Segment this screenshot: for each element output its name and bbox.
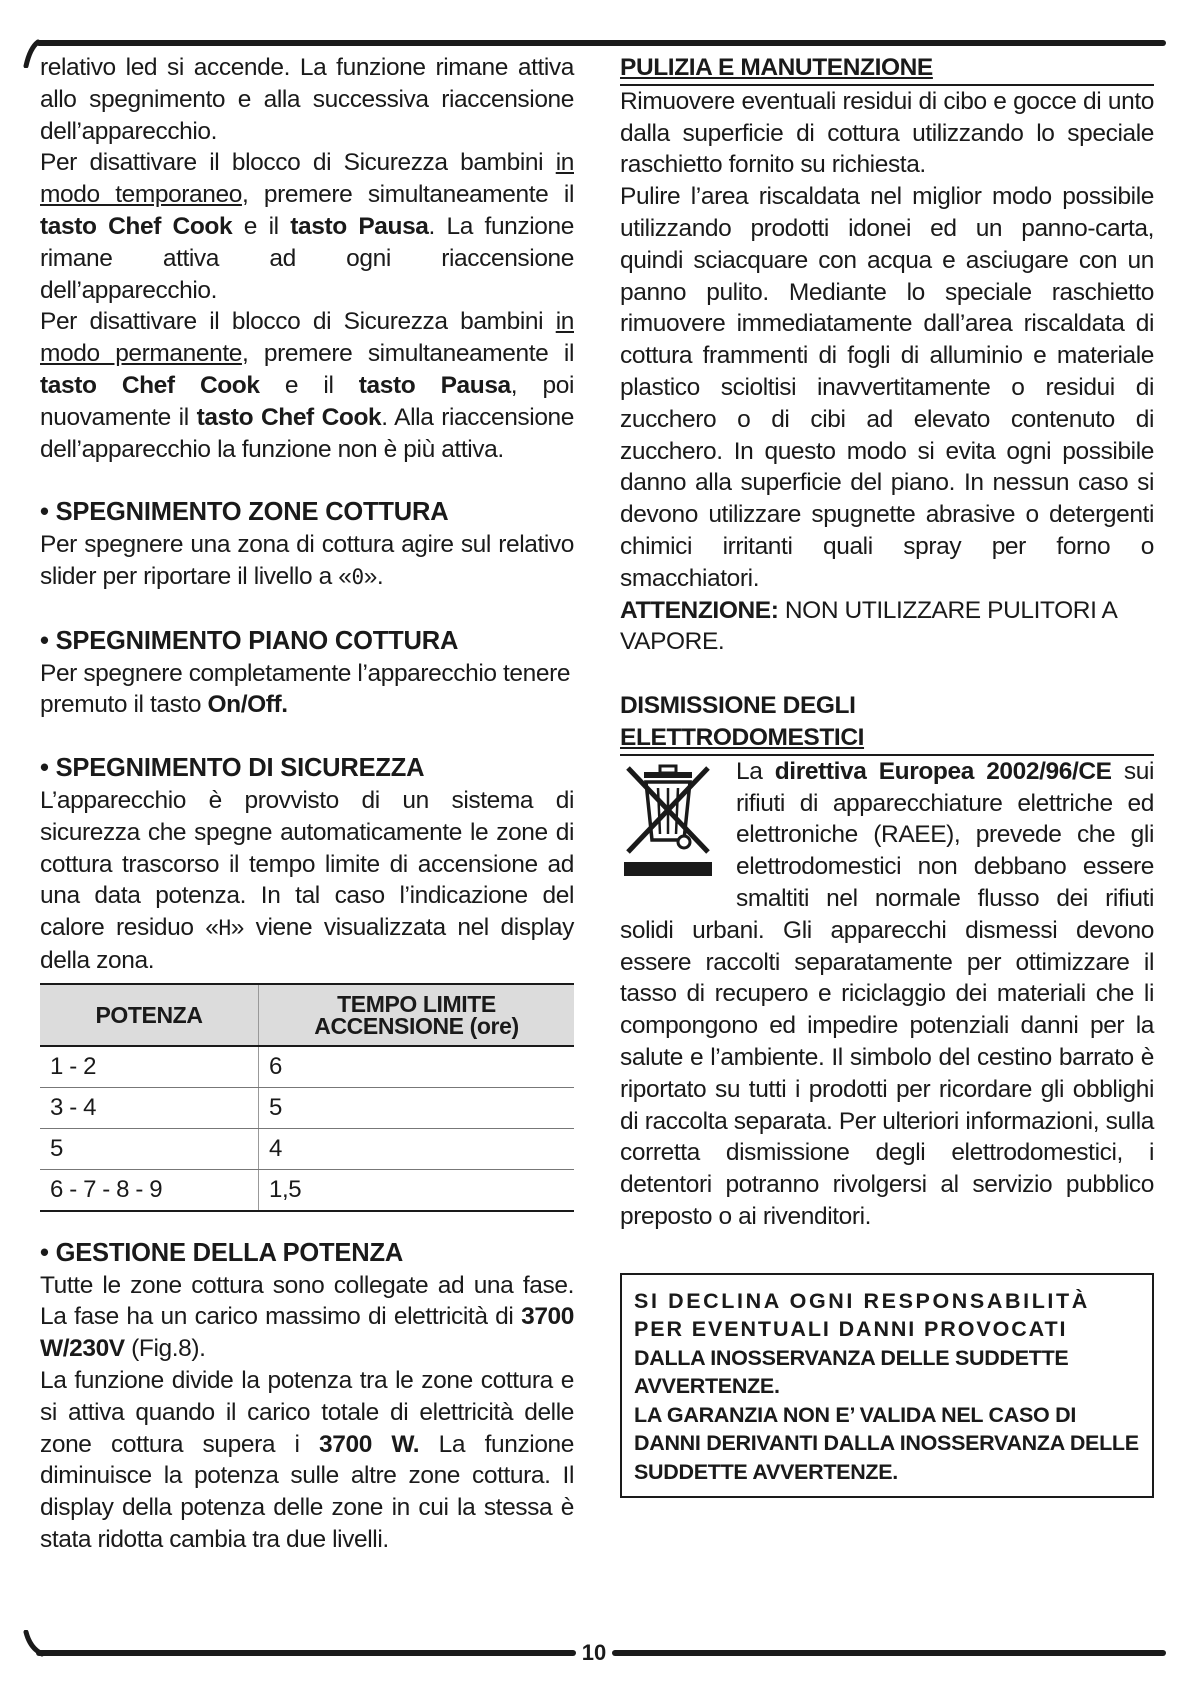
cell-potenza: 3 - 4 [40,1087,259,1128]
gestione-paragraph-2: La funzione divide la potenza tra le zone cottura e si attiva quando il carico totale di elettricità delle zone cottura supera i 3700 W. La funzione diminuisce la potenza sulle altre zone cottura. Il display della potenza delle zone in cui la stessa è stata ridotta cambia tra due livelli. [40,1366,575,1553]
pulizia-paragraph-2: Pulire l’area riscaldata nel miglior modo possibile utilizzando prodotti idonei ed un panno-carta, quindi sciacquare con acqua e asciugare con un panno pulito. Mediante lo speciale raschietto rimuovere immediatamente dall’area riscaldata di cottura frammenti di fogli di alluminio e materiale plastico scioltisi inavvertitamente o residui di zucchero o di cibi ad elevato contenuto di zucchero. In questo modo si evita ogni possibile danno alla superficie del piano. In nessun caso si devono utilizzare spugnette abrasive o detergenti chimici irritanti quali spray per forno o smacchiatori. [620,183,1154,592]
section-title-spegnimento-piano: • SPEGNIMENTO PIANO COTTURA [40,626,459,655]
cell-tempo: 1,5 [259,1169,575,1211]
notice-line: SI DECLINA OGNI RESPONSABILITÀ [634,1288,1090,1313]
page-number: 10 [581,1640,607,1665]
notice-line: PER EVENTUALI DANNI PROVOCATI [634,1317,1068,1342]
spegnimento-zone-text: Per spegnere una zona di cottura agire sul relativo slider per riportare il livello a «0». [40,531,574,590]
table-row [40,1046,574,1088]
bottom-rule-left [36,1650,576,1656]
cell-tempo: 6 [259,1046,575,1088]
table-header-row [40,984,574,1046]
intro-paragraph: relativo led si accende. La funzione rimane attiva allo spegnimento e alla successiva riaccensione dell’apparecchio. [40,54,574,145]
spegnimento-sicurezza-text: L’apparecchio è provvisto di un sistema di sicurezza che spegne automaticamente le zone di cottura trascorso il tempo limite di accensione ad una data potenza. In tal caso l’indicazione del calore residuo «H» viene visualizzata nel display della zona. [40,786,574,974]
cell-potenza: 6 - 7 - 8 - 9 [40,1169,259,1211]
section-title-pulizia: PULIZIA E MANUTENZIONE [620,52,1154,86]
bottom-rule-right [612,1650,1166,1656]
pulizia-warning: ATTENZIONE: NON UTILIZZARE PULITORI A VAPORE. [620,596,1117,656]
cell-potenza: 1 - 2 [40,1046,259,1088]
spegnimento-piano-text: Per spegnere completamente l’apparecchio tenere premuto il tasto On/Off. [40,659,571,719]
section-title-dismissione: DISMISSIONE DEGLI [620,692,856,720]
notice-line: LA GARANZIA NON E’ VALIDA NEL CASO DI DANNI DERIVANTI DALLA INOSSERVANZA DELLE SUDDETTE AVVERTENZE. [634,1402,1139,1484]
section-title-dismissione-line2: ELETTRODOMESTICI [620,722,1154,756]
table-header-potenza: POTENZA [40,984,259,1046]
left-column [40,52,574,1556]
section-title-gestione: • GESTIONE DELLA POTENZA [40,1238,404,1267]
cell-tempo: 5 [259,1087,575,1128]
perm-disable-paragraph: Per disattivare il blocco di Sicurezza bambini in modo permanente, premere simultaneamente il tasto Chef Cook e il tasto Pausa, poi nuovamente il tasto Chef Cook. Alla riaccensione dell’apparecchio la funzione non è più attiva. [40,308,574,463]
table-row [40,1169,574,1211]
notice-line: DALLA INOSSERVANZA DELLE SUDDETTE AVVERTENZE. [634,1345,1069,1399]
temp-disable-paragraph: Per disattivare il blocco di Sicurezza bambini in modo temporaneo, premere simultaneamente il tasto Chef Cook e il tasto Pausa. La funzione rimane attiva ad ogni riaccensione dell’apparecchio. [40,149,574,304]
dismissione-text: La direttiva Europea 2002/96/CE sui rifiuti di apparecchiature elettriche ed elettroniche (RAEE), prevede che gli elettrodomestici non debbano essere smaltiti nel normale flusso dei rifiuti solidi urbani. Gli apparecchi dismessi devono essere raccolti separatamente per ottimizzare il tasso di recupero e riciclaggio dei materiali che li compongono ed impedire potenziali danni per la salute e l’ambiente. Il simbolo del cestino barrato è riportato su tutti i prodotti per ricordare gli obblighi di raccolta separata. Per ulteriori informazioni, sulla corretta dismissione degli elettrodomestici, i detentori potranno rivolgersi al servizio pubblico preposto o ai rivenditori. [620,757,1155,1230]
power-time-table [40,983,574,1212]
cell-potenza: 5 [40,1128,259,1169]
crossed-bin-icon [622,762,714,882]
top-rule [36,40,1166,46]
liability-notice-box [620,1273,1154,1499]
table-header-tempo: TEMPO LIMITE ACCENSIONE (ore) [259,984,575,1046]
gestione-paragraph-1: Tutte le zone cottura sono collegate ad una fase. La fase ha un carico massimo di elettricità di 3700 W/230V (Fig.8). [40,1271,574,1363]
cell-tempo: 4 [259,1128,575,1169]
table-row [40,1087,574,1128]
right-column [620,52,1154,1498]
pulizia-paragraph-1: Rimuovere eventuali residui di cibo e gocce di unto dalla superficie di cottura utilizzando lo speciale raschietto fornito su richiesta. [620,87,1154,179]
weee-section [620,756,1154,1233]
section-title-spegnimento-zone: • SPEGNIMENTO ZONE COTTURA [40,498,449,527]
section-title-spegnimento-sicurezza: • SPEGNIMENTO DI SICUREZZA [40,754,425,783]
table-row [40,1128,574,1169]
